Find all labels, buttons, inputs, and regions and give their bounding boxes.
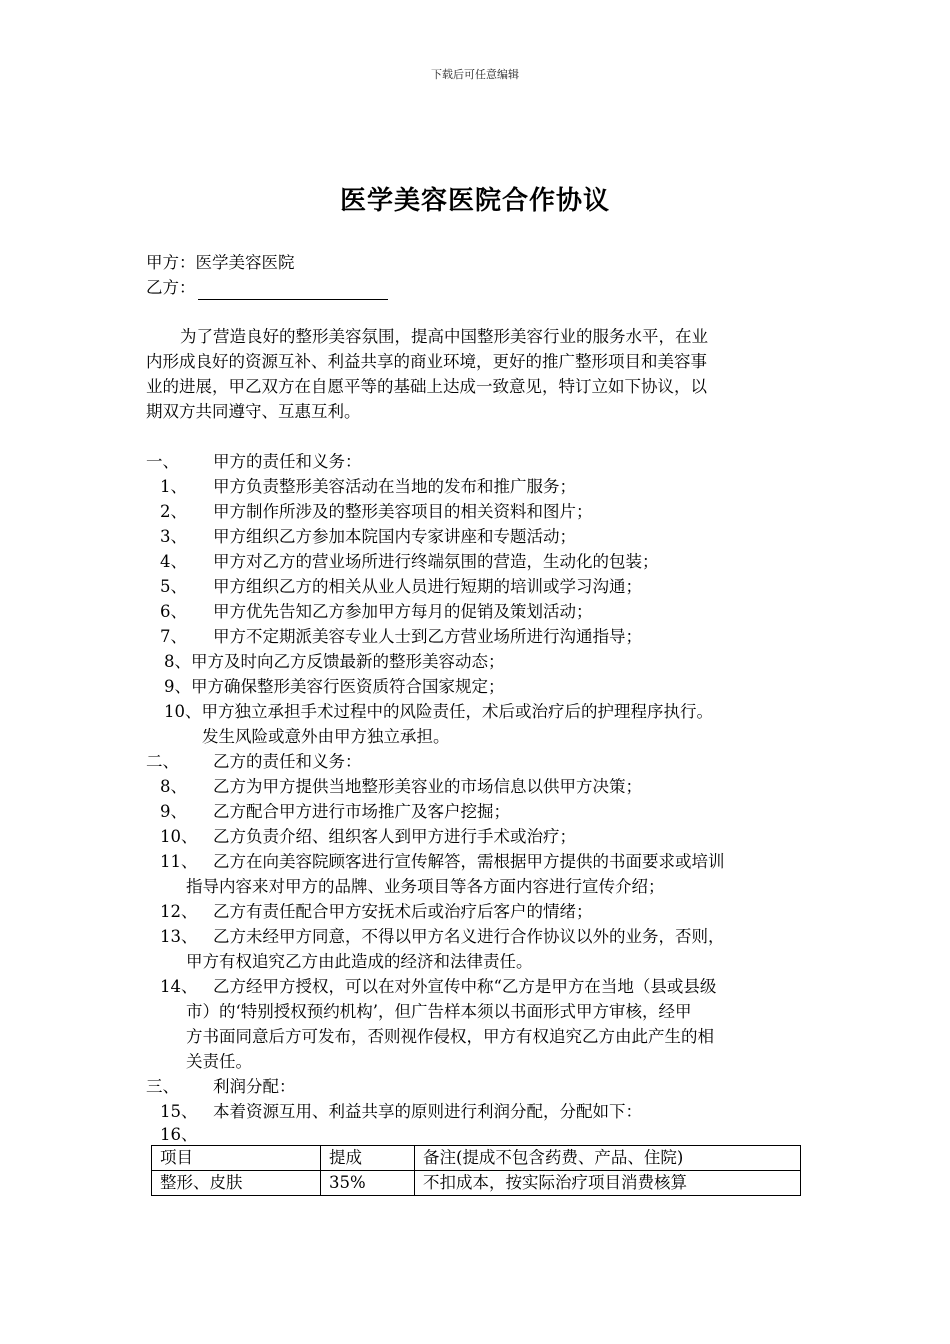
section3-num: 三、 (146, 1077, 179, 1096)
table-cell: 不扣成本，按实际治疗项目消费核算 (415, 1171, 801, 1196)
s2-item-text-cont: 甲方有权追究乙方由此造成的经济和法律责任。 (186, 952, 533, 971)
s1-item-num: 4、 (160, 552, 187, 571)
s2-item-text: 乙方负责介绍、组织客人到甲方进行手术或治疗； (213, 827, 576, 846)
s1-item-num: 6、 (160, 602, 187, 621)
intro-line-4: 期双方共同遵守、互惠互利。 (146, 402, 361, 421)
table-row (152, 1171, 801, 1196)
s2-item-text: 乙方在向美容院顾客进行宣传解答，需根据甲方提供的书面要求或培训 (213, 852, 725, 871)
s2-item-text-cont: 关责任。 (186, 1052, 252, 1071)
s2-item-text-cont: 指导内容来对甲方的品牌、业务项目等各方面内容进行宣传介绍； (186, 877, 665, 896)
s1-item-text: 甲方负责整形美容活动在当地的发布和推广服务； (213, 477, 576, 496)
section2-num: 二、 (146, 752, 179, 771)
table-header-row (152, 1146, 801, 1171)
s2-item-text-cont: 市）的‘特别授权预约机构’，但广告样本须以书面形式甲方审核，经甲 (186, 1002, 692, 1021)
profit-table (151, 1145, 801, 1196)
party-a-line: 甲方：医学美容医院 (146, 253, 295, 272)
s3-item-15-text: 本着资源互用、利益共享的原则进行利润分配，分配如下： (213, 1102, 642, 1121)
party-b-blank (198, 283, 388, 300)
s1-item-text: 甲方不定期派美容专业人士到乙方营业场所进行沟通指导； (213, 627, 642, 646)
s2-item-text-cont: 方书面同意后方可发布，否则视作侵权，甲方有权追究乙方由此产生的相 (186, 1027, 714, 1046)
intro-line-3: 业的进展，甲乙双方在自愿平等的基础上达成一致意见，特订立如下协议，以 (146, 377, 707, 396)
intro-line-2: 内形成良好的资源互补、利益共享的商业环境，更好的推广整形项目和美容事 (146, 352, 707, 371)
section2-heading: 乙方的责任和义务： (213, 752, 362, 771)
s2-item-num: 9、 (160, 802, 187, 821)
s2-item-text: 乙方未经甲方同意，不得以甲方名义进行合作协议以外的业务，否则， (213, 927, 725, 946)
s2-item-text: 乙方经甲方授权，可以在对外宣传中称“乙方是甲方在当地（县或县级 (213, 977, 717, 996)
header-note: 下载后可任意编辑 (431, 68, 519, 81)
table-cell: 整形、皮肤 (152, 1171, 321, 1196)
s2-item-text: 乙方配合甲方进行市场推广及客户挖掘； (213, 802, 510, 821)
s2-item-num: 10、 (160, 827, 198, 846)
s1-item-8: 8、甲方及时向乙方反馈最新的整形美容动态； (164, 652, 505, 671)
s1-item-10-line2: 发生风险或意外由甲方独立承担。 (202, 727, 450, 746)
s1-item-9: 9、甲方确保整形美容行医资质符合国家规定； (164, 677, 505, 696)
s1-item-num: 2、 (160, 502, 187, 521)
table-header-cell: 备注(提成不包含药费、产品、住院) (415, 1146, 801, 1171)
s1-item-text: 甲方优先告知乙方参加甲方每月的促销及策划活动； (213, 602, 593, 621)
s2-item-num: 12、 (160, 902, 198, 921)
party-b-label: 乙方： (146, 278, 196, 297)
section1-num: 一、 (146, 452, 179, 471)
s2-item-num: 8、 (160, 777, 187, 796)
s1-item-num: 5、 (160, 577, 187, 596)
s1-item-num: 7、 (160, 627, 187, 646)
s1-item-text: 甲方组织乙方的相关从业人员进行短期的培训或学习沟通； (213, 577, 642, 596)
s3-item-15-num: 15、 (160, 1102, 198, 1121)
s2-item-text: 乙方有责任配合甲方安抚术后或治疗后客户的情绪； (213, 902, 593, 921)
table-header-cell: 提成 (321, 1146, 415, 1171)
table-header-cell: 项目 (152, 1146, 321, 1171)
table-cell: 35% (321, 1171, 415, 1196)
intro-line-1: 为了营造良好的整形美容氛围，提高中国整形美容行业的服务水平，在业 (180, 327, 708, 346)
s2-item-text: 乙方为甲方提供当地整形美容业的市场信息以供甲方决策； (213, 777, 642, 796)
section3-heading: 利润分配： (213, 1077, 296, 1096)
s1-item-10-line1: 10、甲方独立承担手术过程中的风险责任，术后或治疗后的护理程序执行。 (164, 702, 713, 721)
s1-item-num: 1、 (160, 477, 187, 496)
s2-item-num: 11、 (160, 852, 198, 871)
s2-item-num: 13、 (160, 927, 198, 946)
party-b-line (146, 275, 388, 300)
s2-item-num: 14、 (160, 977, 198, 996)
s1-item-text: 甲方对乙方的营业场所进行终端氛围的营造，生动化的包装； (213, 552, 659, 571)
s3-item-16-num: 16、 (160, 1125, 198, 1144)
section1-heading: 甲方的责任和义务： (213, 452, 362, 471)
s1-item-num: 3、 (160, 527, 187, 546)
document-title: 医学美容医院合作协议 (339, 186, 610, 216)
s1-item-text: 甲方制作所涉及的整形美容项目的相关资料和图片； (213, 502, 593, 521)
s1-item-text: 甲方组织乙方参加本院国内专家讲座和专题活动； (213, 527, 576, 546)
